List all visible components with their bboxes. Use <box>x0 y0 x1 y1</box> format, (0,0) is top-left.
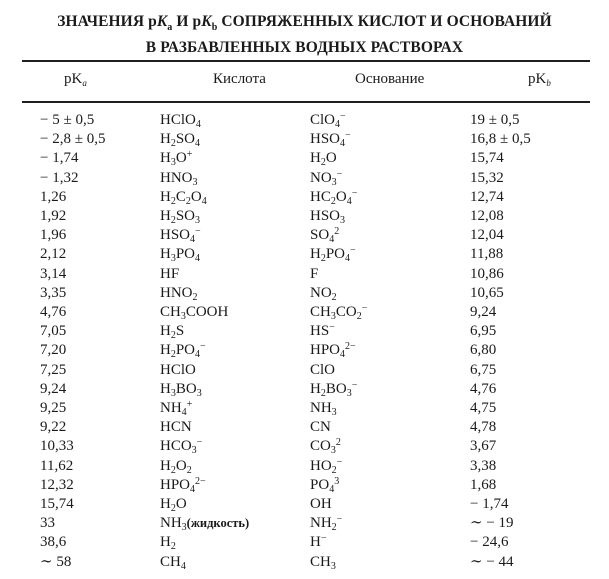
table-row <box>0 169 609 188</box>
cell-pkb: − 1,74 <box>470 496 509 513</box>
cell-pkb: 12,08 <box>470 208 504 225</box>
cell-pkb: 16,8 ± 0,5 <box>470 131 531 148</box>
table-body <box>0 111 609 572</box>
table-row <box>0 322 609 341</box>
cell-acid: $H_2PO_4^-$ <box>160 341 206 361</box>
table-row <box>0 380 609 399</box>
cell-base: $CH_3CO_2^-$ <box>310 303 368 323</box>
cell-pka: 1,96 <box>40 227 67 244</box>
cell-base: $HSO_4^-$ <box>310 130 351 150</box>
cell-base: $NO_2$ <box>310 284 337 303</box>
cell-base: $NO_3^-$ <box>310 168 343 188</box>
cell-acid: $H_2$ <box>160 534 176 553</box>
cell-pka: 1,26 <box>40 188 67 205</box>
table-row <box>0 437 609 456</box>
cell-pka: 2,12 <box>40 246 67 263</box>
cell-base: OH <box>310 496 332 513</box>
cell-acid: $HSO_4^-$ <box>160 226 201 246</box>
cell-base: $H_2O$ <box>310 150 337 169</box>
cell-base: $HO_2^-$ <box>310 456 343 476</box>
table-row <box>0 476 609 495</box>
cell-acid: $H_2S$ <box>160 323 185 342</box>
column-header-pkb <box>528 70 551 92</box>
cell-acid: HF <box>160 265 180 282</box>
table-row <box>0 361 609 380</box>
cell-acid: HClO <box>160 361 196 378</box>
cell-acid: $H_2C_2O_4$ <box>160 188 207 207</box>
cell-pka: − 5 ± 0,5 <box>40 112 95 128</box>
cell-acid: $HCO_3^-$ <box>160 437 203 457</box>
table-row <box>0 399 609 418</box>
cell-base: $SO_4^2$ <box>310 226 340 246</box>
table-row <box>0 303 609 322</box>
cell-pka: 33 <box>40 515 55 532</box>
cell-pkb: 15,32 <box>470 169 504 186</box>
title-line-1 <box>0 12 609 38</box>
cell-pkb: 4,76 <box>470 380 497 397</box>
cell-acid: $HNO_3$ <box>160 169 198 188</box>
title-text: ЗНАЧЕНИЯ <box>57 13 149 30</box>
cell-base: F <box>310 265 319 282</box>
cell-pkb: 15,74 <box>470 150 504 167</box>
table-title <box>0 12 609 58</box>
header-sub: a <box>82 78 87 88</box>
title-text: a <box>167 22 173 34</box>
title-text: K <box>156 13 168 30</box>
cell-acid: HCN <box>160 419 192 436</box>
cell-base: ClO <box>310 361 336 378</box>
table-row <box>0 111 609 130</box>
cell-base: $H_2PO_4^-$ <box>310 245 356 265</box>
cell-pkb: 6,95 <box>470 323 497 340</box>
cell-pkb: 3,67 <box>470 438 497 455</box>
cell-pkb: 10,65 <box>470 284 504 301</box>
cell-pkb: 1,68 <box>470 476 497 493</box>
cell-pka: 12,32 <box>40 476 74 493</box>
cell-base: $NH_2^-$ <box>310 514 343 534</box>
table-row <box>0 130 609 149</box>
cell-pkb: 12,04 <box>470 227 504 244</box>
header-sub: b <box>546 78 551 88</box>
cell-base: $CH_3$ <box>310 553 336 572</box>
cell-base: ClO$_4$− <box>310 111 346 130</box>
cell-pka: − 1,32 <box>40 169 79 186</box>
table-row <box>0 226 609 245</box>
header-rule <box>22 101 590 103</box>
cell-pkb: 10,86 <box>470 265 504 282</box>
cell-acid: $HNO_2$ <box>160 284 198 303</box>
title-text: p <box>192 13 202 30</box>
table-row <box>0 533 609 552</box>
cell-pka: 1,92 <box>40 208 67 225</box>
cell-acid: $H_3O^+$ <box>160 149 193 169</box>
cell-pka: 4,76 <box>40 304 67 321</box>
cell-pka: 15,74 <box>40 496 74 513</box>
table-row <box>0 245 609 264</box>
top-rule <box>22 60 590 62</box>
cell-base: CN <box>310 419 331 436</box>
cell-pkb: 6,80 <box>470 342 497 359</box>
cell-acid: $HPO_4^{2-}$ <box>160 475 206 495</box>
cell-base: HS− <box>310 322 335 340</box>
cell-pka: 7,05 <box>40 323 67 340</box>
cell-acid: HClO$_4$ <box>160 112 201 130</box>
table-row <box>0 495 609 514</box>
table-row <box>0 149 609 168</box>
table-row <box>0 284 609 303</box>
column-header-pka <box>64 70 87 92</box>
cell-pka: − 1,74 <box>40 150 79 167</box>
cell-pkb: 19 ± 0,5 <box>470 112 520 128</box>
table-row <box>0 457 609 476</box>
cell-base: $H_2BO_3^-$ <box>310 379 358 399</box>
cell-pkb: 6,75 <box>470 361 497 378</box>
title-text: b <box>211 22 218 34</box>
cell-pka: 9,25 <box>40 400 67 417</box>
cell-pka: 7,25 <box>40 361 67 378</box>
cell-acid: $H_2SO_4$ <box>160 131 201 150</box>
title-text: СОПРЯЖЕННЫХ КИСЛОТ И ОСНОВАНИЙ <box>217 13 552 30</box>
table-row <box>0 188 609 207</box>
cell-base: $HPO_4^{2-}$ <box>310 341 356 361</box>
cell-acid: $NH_3(жидкость)$ <box>160 515 250 534</box>
table-row <box>0 418 609 437</box>
cell-pka: 9,22 <box>40 419 67 436</box>
cell-pka: 38,6 <box>40 534 67 551</box>
cell-pka: − 2,8 ± 0,5 <box>40 131 106 148</box>
cell-base: $HC_2O_4^-$ <box>310 187 358 207</box>
pka-table <box>0 111 609 572</box>
cell-pkb: 9,24 <box>470 304 497 321</box>
cell-base: $CO_3^2$ <box>310 437 341 457</box>
cell-pkb: 4,78 <box>470 419 497 436</box>
cell-pka: 11,62 <box>40 457 74 474</box>
table-row <box>0 514 609 533</box>
cell-pkb: 3,38 <box>470 457 497 474</box>
title-text: p <box>148 13 157 30</box>
cell-acid: $H_2SO_3$ <box>160 208 201 227</box>
table-row <box>0 265 609 284</box>
title-text: И <box>172 13 193 30</box>
cell-pkb: 4,75 <box>470 400 497 417</box>
cell-acid: $H_2O$ <box>160 496 187 515</box>
cell-pka: 10,33 <box>40 438 74 455</box>
cell-pkb: ∼ − 19 <box>470 515 514 532</box>
cell-pka: 3,35 <box>40 284 67 301</box>
column-header-base: Основание <box>355 71 425 87</box>
cell-base: H− <box>310 533 327 551</box>
cell-base: $NH_3$ <box>310 400 337 419</box>
cell-pkb: 11,88 <box>470 246 504 263</box>
header-text: pK <box>64 71 83 87</box>
cell-pka: 7,20 <box>40 342 67 359</box>
table-row <box>0 553 609 572</box>
table-row <box>0 207 609 226</box>
cell-pka: 3,14 <box>40 265 67 282</box>
column-header-acid: Кислота <box>213 71 266 87</box>
cell-acid: $H_3BO_3$ <box>160 380 202 399</box>
title-line-2: В РАЗБАВЛЕННЫХ ВОДНЫХ РАСТВОРАХ <box>145 39 464 57</box>
cell-acid: $H_3PO_4$ <box>160 246 201 265</box>
title-text: K <box>201 13 212 30</box>
cell-pkb: 12,74 <box>470 188 504 205</box>
cell-base: $HSO_3$ <box>310 208 346 227</box>
cell-pkb: − 24,6 <box>470 534 509 551</box>
cell-acid: $NH_4^+$ <box>160 399 193 419</box>
cell-pka: ∼ 58 <box>40 553 72 570</box>
cell-pka: 9,24 <box>40 380 67 397</box>
cell-pkb: ∼ − 44 <box>470 553 514 570</box>
cell-acid: $CH_3COOH$ <box>160 304 229 323</box>
header-text: pK <box>528 71 547 87</box>
cell-acid: $H_2O_2$ <box>160 457 192 476</box>
cell-base: $PO_4^3$ <box>310 475 340 495</box>
cell-acid: $CH_4$ <box>160 553 186 572</box>
table-row <box>0 341 609 360</box>
